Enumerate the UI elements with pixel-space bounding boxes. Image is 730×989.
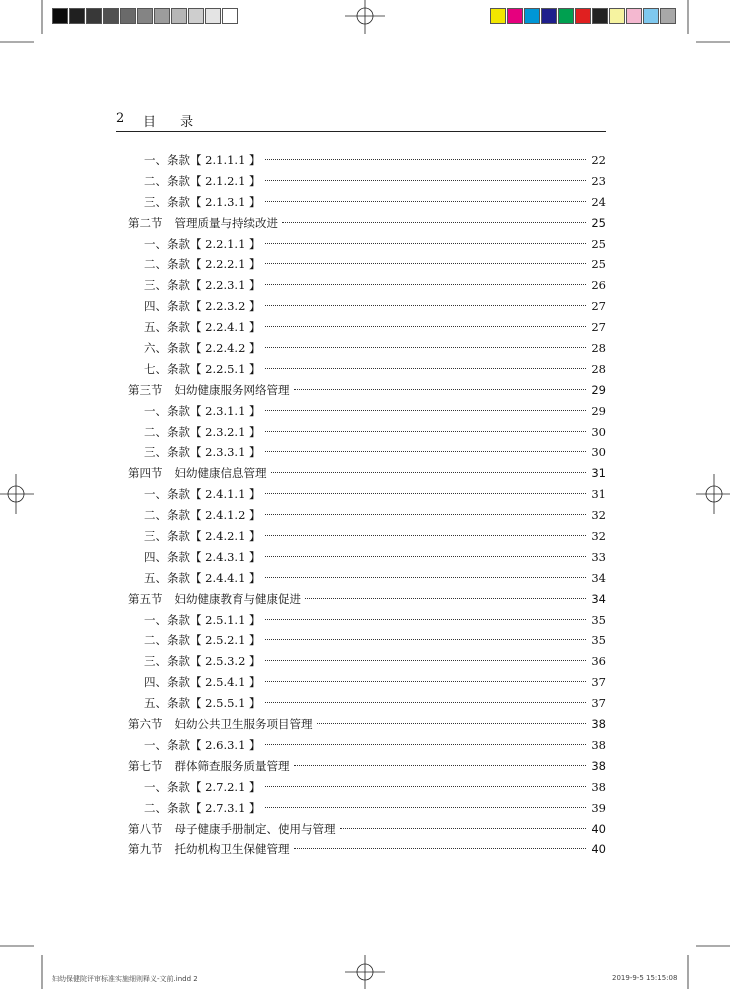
toc-item-row[interactable] (128, 777, 606, 798)
toc-section-title: 妇幼健康信息管理 (174, 466, 267, 481)
dot-leader (294, 389, 587, 390)
toc-label: 第二节 (128, 215, 163, 230)
toc-label: 三、条款【 2.5.3.2 】 (144, 654, 261, 669)
toc-page-number: 30 (591, 424, 606, 439)
toc-page-number: 34 (591, 591, 606, 606)
toc-page-number: 38 (591, 717, 606, 732)
toc-item-row[interactable] (128, 651, 606, 672)
dot-leader (265, 451, 586, 452)
toc-item-row[interactable] (128, 798, 606, 819)
toc-item-row[interactable] (128, 359, 606, 380)
toc-section-row[interactable] (128, 714, 606, 735)
toc-section-row[interactable] (128, 380, 606, 401)
toc-page-number: 26 (591, 278, 606, 293)
toc-item-row[interactable] (128, 254, 606, 275)
dot-leader (265, 807, 586, 808)
dot-leader (265, 493, 586, 494)
dot-leader (294, 848, 587, 849)
toc-page-number: 25 (591, 215, 606, 230)
toc-label: 二、条款【 2.4.1.2 】 (144, 508, 261, 523)
toc-label: 二、条款【 2.5.2.1 】 (144, 633, 261, 648)
registration-target-bottom (345, 955, 385, 989)
toc-label: 第七节 (128, 758, 163, 773)
toc-label: 五、条款【 2.2.4.1 】 (144, 320, 261, 335)
toc-section-row[interactable] (128, 213, 606, 234)
toc-item-row[interactable] (128, 422, 606, 443)
toc-page-number: 33 (591, 549, 606, 564)
toc-page-number: 25 (591, 236, 606, 251)
toc-section-row[interactable] (128, 463, 606, 484)
registration-target-top (345, 0, 385, 34)
toc-label: 三、条款【 2.1.3.1 】 (144, 194, 261, 209)
toc-section-title: 母子健康手册制定、使用与管理 (174, 821, 336, 836)
dot-leader (305, 598, 586, 599)
dot-leader (265, 159, 586, 160)
table-of-contents (128, 150, 606, 860)
toc-page-number: 27 (591, 320, 606, 335)
toc-page-number: 37 (591, 675, 606, 690)
dot-leader (265, 326, 586, 327)
toc-page-number: 35 (591, 612, 606, 627)
toc-label: 四、条款【 2.5.4.1 】 (144, 675, 261, 690)
dot-leader (265, 347, 586, 348)
toc-page-number: 40 (591, 821, 606, 836)
toc-label: 第三节 (128, 382, 163, 397)
toc-label: 三、条款【 2.3.3.1 】 (144, 445, 261, 460)
toc-label: 五、条款【 2.5.5.1 】 (144, 696, 261, 711)
running-header (116, 111, 606, 132)
toc-label: 二、条款【 2.7.3.1 】 (144, 800, 261, 815)
toc-label: 三、条款【 2.2.3.1 】 (144, 278, 261, 293)
toc-item-row[interactable] (128, 547, 606, 568)
dot-leader (265, 639, 586, 640)
toc-item-row[interactable] (128, 484, 606, 505)
toc-item-row[interactable] (128, 317, 606, 338)
toc-page-number: 28 (591, 361, 606, 376)
toc-label: 四、条款【 2.4.3.1 】 (144, 549, 261, 564)
toc-item-row[interactable] (128, 568, 606, 589)
toc-page-number: 25 (591, 257, 606, 272)
toc-section-title: 妇幼健康教育与健康促进 (174, 591, 301, 606)
toc-item-row[interactable] (128, 401, 606, 422)
toc-item-row[interactable] (128, 693, 606, 714)
toc-item-row[interactable] (128, 672, 606, 693)
toc-item-row[interactable] (128, 192, 606, 213)
toc-item-row[interactable] (128, 735, 606, 756)
toc-page-number: 32 (591, 529, 606, 544)
toc-section-title: 妇幼健康服务网络管理 (174, 382, 290, 397)
dot-leader (265, 305, 586, 306)
dot-leader (282, 222, 586, 223)
toc-page-number: 36 (591, 654, 606, 669)
toc-page-number: 38 (591, 737, 606, 752)
toc-page-number: 31 (591, 466, 606, 481)
toc-item-row[interactable] (128, 171, 606, 192)
toc-page-number: 28 (591, 341, 606, 356)
toc-item-row[interactable] (128, 442, 606, 463)
footer-file-name: 妇幼保健院评审标准实施细则释义-文前.indd 2 (52, 975, 198, 983)
toc-item-row[interactable] (128, 526, 606, 547)
toc-section-row[interactable] (128, 589, 606, 610)
toc-label: 第四节 (128, 466, 163, 481)
toc-page-number: 35 (591, 633, 606, 648)
toc-label: 四、条款【 2.2.3.2 】 (144, 299, 261, 314)
toc-label: 第八节 (128, 821, 163, 836)
dot-leader (265, 577, 586, 578)
toc-label: 第六节 (128, 717, 163, 732)
toc-page-number: 32 (591, 508, 606, 523)
toc-page-number: 31 (591, 487, 606, 502)
toc-label: 一、条款【 2.3.1.1 】 (144, 403, 261, 418)
dot-leader (265, 702, 586, 703)
toc-label: 二、条款【 2.1.2.1 】 (144, 173, 261, 188)
toc-label: 一、条款【 2.5.1.1 】 (144, 612, 261, 627)
dot-leader (265, 744, 586, 745)
registration-target-right (696, 474, 730, 514)
dot-leader (265, 681, 586, 682)
toc-page-number: 29 (591, 382, 606, 397)
toc-page-number: 29 (591, 403, 606, 418)
dot-leader (265, 786, 586, 787)
toc-section-row[interactable] (128, 756, 606, 777)
toc-label: 一、条款【 2.2.1.1 】 (144, 236, 261, 251)
toc-label: 一、条款【 2.6.3.1 】 (144, 737, 261, 752)
dot-leader (265, 431, 586, 432)
toc-label: 二、条款【 2.3.2.1 】 (144, 424, 261, 439)
registration-target-left (0, 474, 34, 514)
toc-label: 第九节 (128, 842, 163, 857)
toc-item-row[interactable] (128, 630, 606, 651)
toc-item-row[interactable] (128, 275, 606, 296)
toc-page-number: 38 (591, 779, 606, 794)
toc-page-number: 23 (591, 173, 606, 188)
toc-item-row[interactable] (128, 150, 606, 171)
toc-label: 一、条款【 2.1.1.1 】 (144, 153, 261, 167)
toc-page-number: 37 (591, 696, 606, 711)
dot-leader (271, 472, 587, 473)
dot-leader (265, 201, 586, 202)
dot-leader (265, 514, 586, 515)
toc-page-number: 34 (591, 570, 606, 585)
toc-label: 三、条款【 2.4.2.1 】 (144, 529, 261, 544)
toc-label: 五、条款【 2.4.4.1 】 (144, 570, 261, 585)
toc-page-number: 40 (591, 842, 606, 857)
toc-page-number: 27 (591, 299, 606, 314)
dot-leader (265, 368, 586, 369)
toc-item-row[interactable] (128, 505, 606, 526)
toc-page-number: 39 (591, 800, 606, 815)
toc-label: 一、条款【 2.4.1.1 】 (144, 487, 261, 502)
dot-leader (317, 723, 587, 724)
toc-section-row[interactable] (128, 819, 606, 840)
toc-item-row[interactable] (128, 296, 606, 317)
toc-item-row[interactable] (128, 610, 606, 631)
toc-section-title: 管理质量与持续改进 (174, 215, 278, 230)
dot-leader (265, 619, 586, 620)
dot-leader (265, 263, 586, 264)
dot-leader (265, 660, 586, 661)
toc-section-row[interactable] (128, 839, 606, 860)
toc-section-title: 托幼机构卫生保健管理 (174, 842, 290, 857)
toc-section-title: 妇幼公共卫生服务项目管理 (174, 717, 313, 732)
toc-section-title: 群体筛查服务质量管理 (174, 758, 290, 773)
toc-label: 第五节 (128, 591, 163, 606)
footer-timestamp: 2019-9-5 15:15:08 (612, 974, 678, 982)
dot-leader (340, 828, 587, 829)
toc-label: 二、条款【 2.2.2.1 】 (144, 257, 261, 272)
toc-label: 一、条款【 2.7.2.1 】 (144, 779, 261, 794)
dot-leader (265, 243, 586, 244)
toc-item-row[interactable] (128, 234, 606, 255)
dot-leader (294, 765, 587, 766)
dot-leader (265, 180, 586, 181)
toc-item-row[interactable] (128, 338, 606, 359)
dot-leader (265, 535, 586, 536)
toc-page-number: 24 (591, 194, 606, 209)
toc-page-number: 22 (591, 153, 606, 167)
dot-leader (265, 556, 586, 557)
header-title: 目 录 (143, 115, 204, 130)
toc-label: 七、条款【 2.2.5.1 】 (144, 361, 261, 376)
toc-label: 六、条款【 2.2.4.2 】 (144, 341, 261, 356)
page-number: 2 (116, 111, 125, 126)
dot-leader (265, 284, 586, 285)
toc-page-number: 38 (591, 758, 606, 773)
toc-page-number: 30 (591, 445, 606, 460)
dot-leader (265, 410, 586, 411)
